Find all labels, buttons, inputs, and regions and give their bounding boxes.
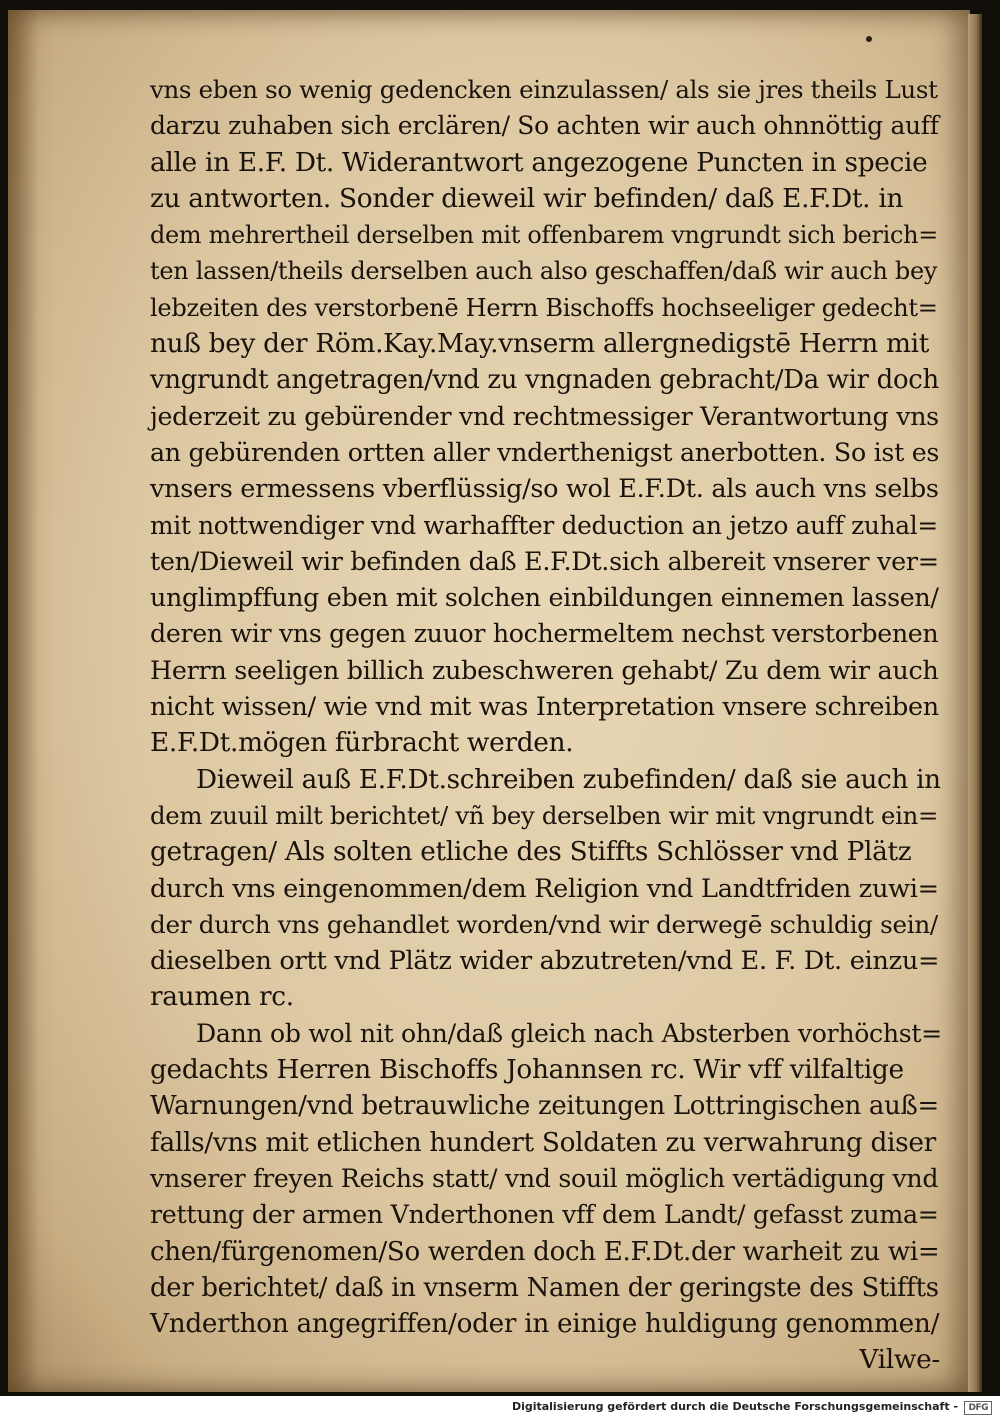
- text-line: dem mehrertheil derselben mit offenbarem vngrundt sich berich=: [150, 221, 938, 250]
- text-line: raumen rc.: [150, 982, 294, 1013]
- digitization-footer: [0, 1396, 1000, 1418]
- text-line: vnsers ermessens vberflüssig/so wol E.F.Dt. als auch vns selbs: [150, 474, 939, 505]
- text-line: an gebürenden ortten aller vnderthenigst anerbotten. So ist es: [150, 437, 940, 467]
- text-line: gedachts Herren Bischoffs Johannsen rc. Wir vff vilfaltige: [150, 1055, 904, 1086]
- page-text: [150, 72, 960, 1379]
- text-line: Warnungen/vnd betrauwliche zeitungen Lottringischen auß=: [150, 1091, 939, 1122]
- page-gutter-shadow: [8, 10, 38, 1392]
- text-line: vngrundt angetragen/vnd zu vngnaden gebracht/Da wir doch: [150, 365, 939, 396]
- text-line: der berichtet/ daß in vnserm Namen der geringste des Stiffts: [150, 1272, 939, 1303]
- text-line: Dieweil auß E.F.Dt.schreiben zubefinden/ daß sie auch in: [196, 764, 941, 795]
- text-line: ten/Dieweil wir befinden daß E.F.Dt.sich albereit vnserer ver=: [150, 546, 939, 577]
- text-line: E.F.Dt.mögen fürbracht werden.: [150, 728, 574, 759]
- text-line: jederzeit zu gebürender vnd rechtmessiger Verantwortung vns: [150, 401, 939, 431]
- text-line: unglimpffung eben mit solchen einbildungen einnemen lassen/: [150, 583, 939, 613]
- text-line: dieselben ortt vnd Plätz wider abzutreten/vnd E. F. Dt. einzu=: [150, 946, 940, 977]
- text-line: nicht wissen/ wie vnd mit was Interpretation vnsere schreiben: [150, 692, 939, 723]
- dfg-logo: DFG: [964, 1401, 992, 1415]
- text-line: darzu zuhaben sich erclären/ So achten wir auch ohnnöttig auff: [150, 111, 939, 141]
- text-line: der durch vns gehandlet worden/vnd wir derwegē schuldig sein/: [150, 909, 938, 939]
- text-line: deren wir vns gegen zuuor hochermeltem nechst verstorbenen: [150, 619, 939, 649]
- text-line: dem zuuil milt berichtet/ vñ bey derselben wir mit vngrundt ein=: [150, 800, 939, 830]
- text-line: ten lassen/theils derselben auch also geschaffen/daß wir auch bey: [150, 257, 938, 286]
- text-line: Vnderthon angegriffen/oder in einige huldigung genommen/: [150, 1309, 940, 1340]
- text-line: zu antworten. Sonder dieweil wir befinden/ daß E.F.Dt. in: [150, 183, 904, 214]
- text-line: lebzeiten des verstorbenē Herrn Bischoffs hochseeliger gedecht=: [150, 293, 938, 322]
- text-line: nuß bey der Röm.Kay.May.vnserm allergnedigstē Herrn mit: [150, 329, 930, 360]
- text-line: Dann ob wol nit ohn/daß gleich nach Absterben vorhöchst=: [196, 1018, 942, 1048]
- catchword: Vilwe-: [859, 1345, 940, 1376]
- ink-spot: [866, 36, 872, 42]
- footer-credit: Digitalisierung gefördert durch die Deutsche Forschungsgemeinschaft -: [511, 1400, 958, 1413]
- page-edge: [968, 14, 982, 1392]
- text-line: rettung der armen Vnderthonen vff dem Landt/ gefasst zuma=: [150, 1200, 939, 1230]
- text-line: vns eben so wenig gedencken einzulassen/ als sie jres theils Lust: [150, 75, 938, 104]
- text-line: alle in E.F. Dt. Widerantwort angezogene Puncten in specie: [150, 147, 928, 178]
- text-line: durch vns eingenommen/dem Religion vnd Landtfriden zuwi=: [150, 873, 939, 904]
- text-line: mit nottwendiger vnd warhaffter deduction an jetzo auff zuhal=: [150, 510, 938, 540]
- text-line: getragen/ Als solten etliche des Stiffts Schlösser vnd Plätz: [150, 837, 912, 868]
- text-line: falls/vns mit etlichen hundert Soldaten zu verwahrung diser: [150, 1127, 936, 1158]
- text-line: chen/fürgenomen/So werden doch E.F.Dt.der warheit zu wi=: [150, 1236, 940, 1267]
- text-line: Herrn seeligen billich zubeschweren gehabt/ Zu dem wir auch: [150, 655, 939, 686]
- text-line: vnserer freyen Reichs statt/ vnd souil möglich vertädigung vnd: [150, 1163, 939, 1193]
